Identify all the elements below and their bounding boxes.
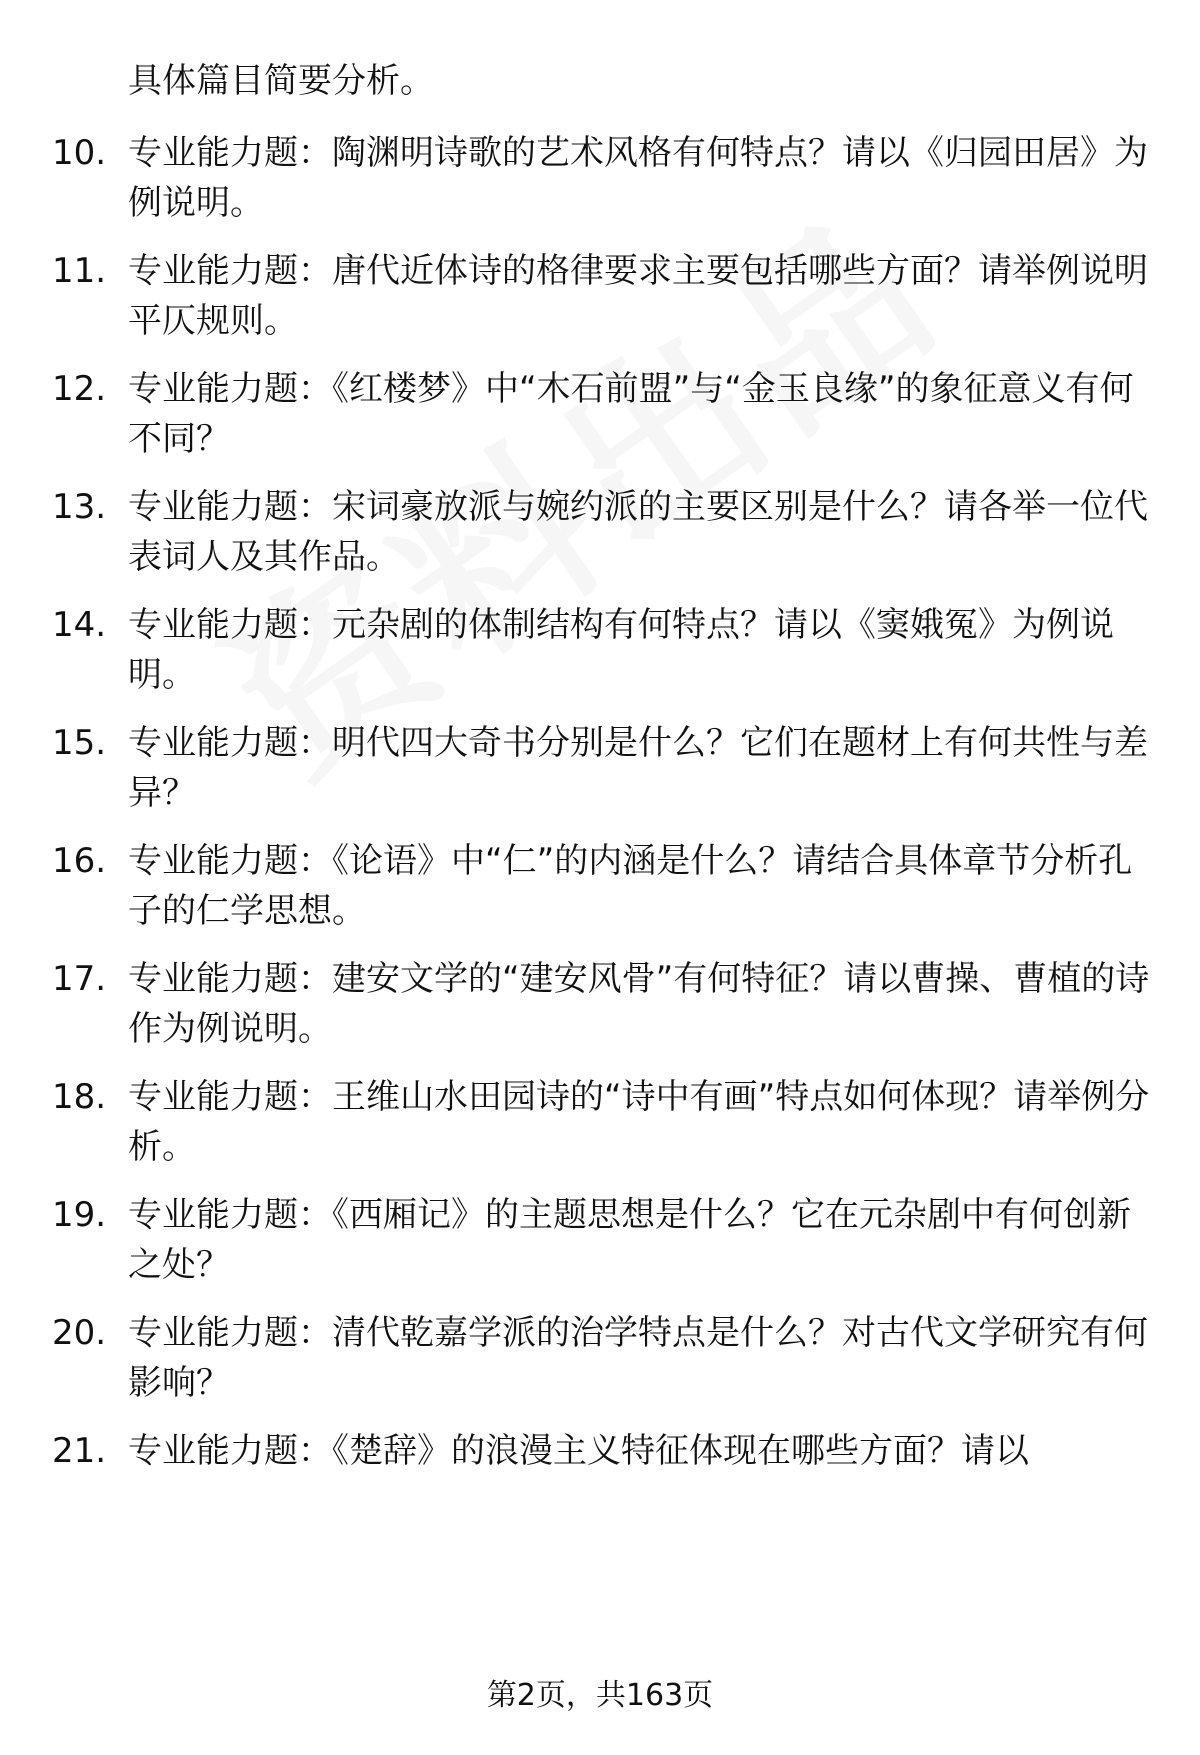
- question-item: [0, 954, 1200, 1054]
- question-number: 20.: [52, 1313, 107, 1353]
- question-text: 专业能力题：《论语》中“仁”的内涵是什么？请结合具体章节分析孔子的仁学思想。: [128, 841, 1133, 931]
- question-text: 专业能力题：唐代近体诗的格律要求主要包括哪些方面？请举例说明平仄规则。: [128, 251, 1148, 341]
- question-text: 专业能力题：清代乾嘉学派的治学特点是什么？对古代文学研究有何影响？: [128, 1313, 1148, 1403]
- question-item: [0, 600, 1200, 700]
- question-number: 17.: [52, 959, 107, 999]
- question-item: [0, 1190, 1200, 1290]
- question-text: 专业能力题：元杂剧的体制结构有何特点？请以《窦娥冤》为例说明。: [128, 605, 1114, 695]
- question-item: [0, 1308, 1200, 1408]
- question-number: 14.: [52, 605, 107, 645]
- continuation-text: 具体篇目简要分析。: [128, 61, 434, 101]
- question-text: 专业能力题：陶渊明诗歌的艺术风格有何特点？请以《归园田居》为例说明。: [128, 133, 1148, 223]
- question-item: [0, 246, 1200, 346]
- question-number: 11.: [52, 251, 107, 291]
- question-item: [0, 836, 1200, 936]
- question-number: 13.: [52, 487, 107, 527]
- question-number: 18.: [52, 1077, 107, 1117]
- question-item: [0, 718, 1200, 818]
- question-number: 10.: [52, 133, 107, 173]
- question-item: [0, 1426, 1200, 1526]
- question-item: [0, 482, 1200, 582]
- question-number: 12.: [52, 369, 107, 409]
- question-number: 15.: [52, 723, 107, 763]
- question-item: [0, 364, 1200, 464]
- question-number: 19.: [52, 1195, 107, 1235]
- question-text: 专业能力题：建安文学的“建安风骨”有何特征？请以曹操、曹植的诗作为例说明。: [128, 959, 1150, 1049]
- question-number: 16.: [52, 841, 107, 881]
- page-footer: 第2页，共163页: [486, 1678, 714, 1713]
- question-text: 专业能力题：王维山水田园诗的“诗中有画”特点如何体现？请举例分析。: [128, 1077, 1150, 1167]
- question-text: 专业能力题：《楚辞》的浪漫主义特征体现在哪些方面？请以: [128, 1431, 1029, 1471]
- question-text: 专业能力题：宋词豪放派与婉约派的主要区别是什么？请各举一位代表词人及其作品。: [128, 487, 1148, 577]
- question-item: [0, 1072, 1200, 1172]
- question-text: 专业能力题：《红楼梦》中“木石前盟”与“金玉良缘”的象征意义有何不同？: [128, 369, 1134, 459]
- question-text: 专业能力题：明代四大奇书分别是什么？它们在题材上有何共性与差异？: [128, 723, 1148, 813]
- question-number: 21.: [52, 1431, 107, 1471]
- question-item: [0, 128, 1200, 228]
- question-text: 专业能力题：《西厢记》的主题思想是什么？它在元杂剧中有何创新之处？: [128, 1195, 1131, 1285]
